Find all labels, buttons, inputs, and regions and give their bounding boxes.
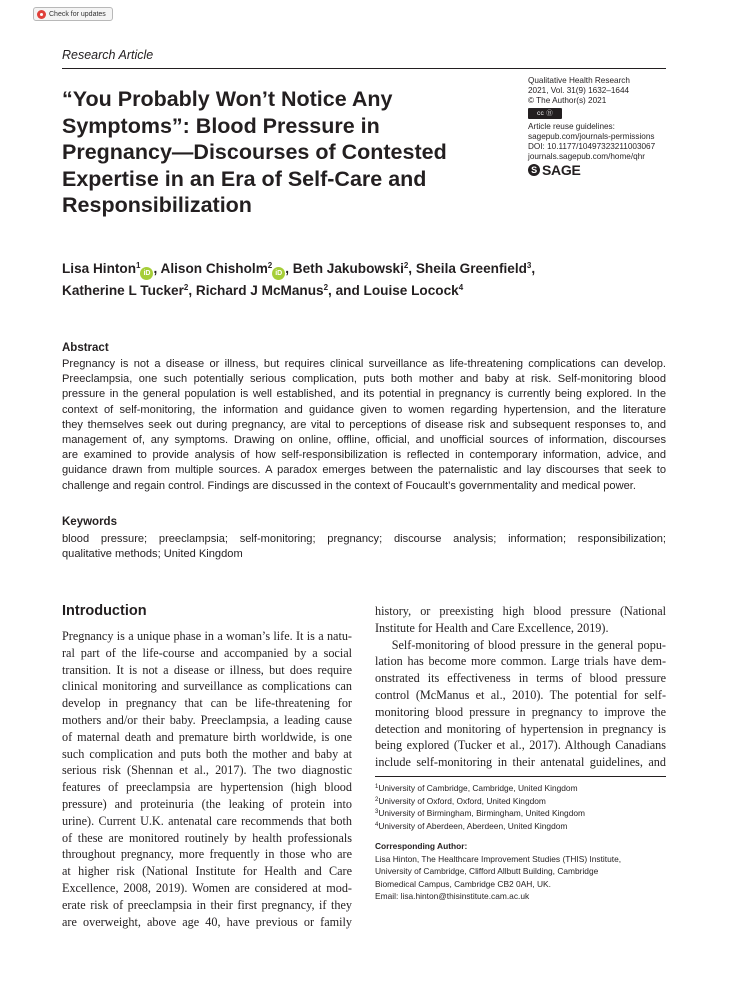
corresponding-author-line: University of Cambridge, Clifford Allbutt Building, Cambridge bbox=[375, 866, 599, 876]
body-line: of these are monitored routinely by health professionals bbox=[62, 830, 352, 845]
author-name[interactable]: Lisa Hinton bbox=[62, 261, 137, 276]
abstract-line: Preeclampsia, one such potentially serious complication, puts both mother and baby at risk. Self-monitoring blood bbox=[62, 373, 666, 386]
orcid-icon[interactable]: iD bbox=[272, 267, 285, 280]
body-line: Excellence, 2008, 2019). Women are considered at mod- bbox=[62, 880, 352, 895]
affiliation-item: $^1$University of Cambridge, Cambridge, United Kingdom bbox=[375, 783, 578, 793]
journal-home-link[interactable]: journals.sagepub.com/home/qhr bbox=[528, 152, 645, 162]
author-affiliation-number: 2 bbox=[403, 261, 409, 270]
body-line: clinical monitoring and surveillance as complications can bbox=[62, 679, 352, 694]
body-line: detection and monitoring of hypertension in pregnancy is bbox=[375, 721, 666, 736]
body-line: features of preeclampsia are hypertension (high blood bbox=[62, 780, 352, 795]
corresponding-author-line: Lisa Hinton, The Healthcare Improvement Studies (THIS) Institute, bbox=[375, 853, 622, 864]
abstract-line: Pregnancy is not a disease or illness, but requires clinical surveillance as life-threatening complications can develop. bbox=[62, 358, 666, 370]
corresponding-author-email[interactable]: Email: lisa.hinton@thisinstitute.cam.ac.uk bbox=[375, 891, 530, 901]
affiliation-item: $^2$University of Oxford, Oxford, United Kingdom bbox=[375, 795, 546, 806]
title-line: Expertise in an Era of Self-Care and bbox=[62, 166, 427, 191]
title-line: Responsibilization bbox=[62, 193, 252, 217]
body-line: erate risk of preeclampsia in their first pregnancy, if they bbox=[62, 897, 352, 912]
sage-logo-text: SAGE bbox=[542, 162, 581, 179]
abstract-line: are examined to provide analysis of how self-responsibilization is reflected in contemporary information, advice, and bbox=[62, 449, 666, 462]
body-line: of maternal death and premature birth worldwide, is one bbox=[62, 729, 352, 744]
body-line: control (McManus et al., 2010). The potential for self- bbox=[375, 687, 666, 702]
author-line bbox=[62, 280, 672, 302]
abstract-heading: Abstract bbox=[62, 342, 109, 354]
body-line: onstrated its effectiveness in terms of blood pressure bbox=[375, 671, 666, 686]
abstract-body bbox=[62, 357, 666, 494]
abstract-line: pressure in the general population is well established, and its potential in pregnancy is currently being explored. In the bbox=[62, 388, 666, 401]
author-separator: , bbox=[531, 261, 536, 276]
author-list bbox=[62, 258, 672, 302]
abstract-line: guidance drawn from multiple sources. A paradox emerges between the paternalistic and lay discourses that seek to bbox=[62, 464, 666, 477]
author-separator: , bbox=[408, 261, 416, 276]
body-line: mothers and/or their baby. Preeclampsia, a leading cause bbox=[62, 712, 352, 727]
keywords-line: blood pressure; preeclampsia; self-monitoring; pregnancy; discourse analysis; information; responsibilization; bbox=[62, 533, 666, 545]
author-separator: , bbox=[153, 261, 161, 276]
author-affiliation-number: 4 bbox=[458, 283, 464, 292]
sage-logo-icon: S bbox=[528, 164, 540, 176]
body-line: such complication and puts both the mother and baby at bbox=[62, 746, 352, 761]
keywords-body bbox=[62, 532, 666, 562]
title-line: “You Probably Won’t Notice Any bbox=[62, 87, 393, 111]
abstract-line: context of self-monitoring, the information and guidance given to women regarding hypertension, and the literature bbox=[62, 403, 666, 416]
author-affiliation-number: 1 bbox=[136, 261, 141, 270]
body-column-right bbox=[375, 603, 666, 771]
author-name[interactable]: Sheila Greenfield bbox=[415, 261, 527, 276]
body-column-left bbox=[62, 628, 352, 930]
keywords-heading: Keywords bbox=[62, 516, 117, 528]
doi-link[interactable]: DOI: 10.1177/10497323211003067 bbox=[528, 142, 656, 152]
orcid-icon[interactable]: iD bbox=[140, 267, 153, 280]
article-type: Research Article bbox=[62, 48, 154, 62]
body-line: are overweight, above age 40, have previous or family bbox=[62, 914, 352, 929]
body-line: throughout pregnancy, more frequently in those who are bbox=[62, 847, 352, 862]
body-line: transition. It is not a disease or illness, but does require bbox=[62, 662, 352, 677]
body-line: Institute for Health and Care Excellence, 2019). bbox=[375, 620, 609, 635]
author-name[interactable]: Richard J McManus bbox=[195, 283, 324, 298]
check-for-updates-label: Check for updates bbox=[49, 10, 106, 18]
body-line: pressure) and proteinuria (the leaking of protein into bbox=[62, 796, 352, 811]
abstract-line: challenge and regain control. Findings are discussed in the context of Foucault’s governmentality and medical power. bbox=[62, 479, 636, 492]
body-line: Self-monitoring of blood pressure in the general popu- bbox=[375, 637, 666, 652]
body-line: history, or preexisting high blood pressure (National bbox=[375, 604, 666, 618]
update-icon bbox=[37, 10, 46, 19]
title-line: Pregnancy—Discourses of Contested bbox=[62, 140, 447, 164]
author-line bbox=[62, 258, 672, 280]
footnote-divider bbox=[375, 776, 666, 777]
body-line: Pregnancy is a unique phase in a woman’s life. It is a natu- bbox=[62, 629, 352, 643]
author-name[interactable]: Louise Locock bbox=[363, 283, 459, 298]
corresponding-author-heading: Corresponding Author: bbox=[375, 841, 468, 851]
body-line: urine). Current U.K. antenatal care recommends that both bbox=[62, 813, 352, 828]
body-line: develop in pregnancy that can be life-threatening for bbox=[62, 696, 352, 711]
affiliation-item: $^3$University of Birmingham, Birmingham, United Kingdom bbox=[375, 808, 586, 818]
author-separator: , bbox=[285, 261, 293, 276]
author-affiliation-number: 2 bbox=[323, 283, 329, 292]
body-line: monitoring blood pressure in pregnancy to improve the bbox=[375, 704, 666, 719]
author-affiliation-number: 3 bbox=[526, 261, 532, 270]
body-line: lation has become more common. Large trials have dem- bbox=[375, 654, 666, 669]
sage-logo bbox=[528, 162, 678, 179]
body-line: being explored (Tucker et al., 2017). Although Canadians bbox=[375, 738, 666, 753]
keywords-line: qualitative methods; United Kingdom bbox=[62, 548, 243, 561]
author-affiliation-number: 2 bbox=[267, 261, 273, 270]
author-name[interactable]: Katherine L Tucker bbox=[62, 283, 184, 298]
check-for-updates-button[interactable] bbox=[33, 7, 113, 21]
author-name[interactable]: Alison Chisholm bbox=[160, 261, 268, 276]
header-divider bbox=[62, 68, 666, 69]
article-title bbox=[62, 86, 492, 219]
cc-license-icon[interactable]: cc Ⓑ bbox=[528, 107, 678, 122]
body-line: ral part of the life-course and accompanied by a social bbox=[62, 645, 352, 660]
reuse-link[interactable]: sagepub.com/journals-permissions bbox=[528, 131, 655, 141]
author-separator: , and bbox=[328, 283, 364, 298]
body-line: serious risk (Shennan et al., 2017). The two diagnostic bbox=[62, 763, 352, 778]
journal-info bbox=[528, 76, 678, 179]
abstract-line: they themselves seek out during pregnancy, are vital to perceptions of disease risk and subsequent responses to, and bbox=[62, 418, 666, 431]
corresponding-author-line: Biomedical Campus, Cambridge CB2 0AH, UK. bbox=[375, 878, 551, 889]
abstract-line: management of, any symptoms. Drawing on online, offline, official, and unofficial sources of information, discourses bbox=[62, 434, 666, 447]
footnotes bbox=[375, 782, 675, 903]
title-line: Symptoms”: Blood Pressure in bbox=[62, 113, 380, 138]
journal-copyright: © The Author(s) 2021 bbox=[528, 96, 607, 106]
author-name[interactable]: Beth Jakubowski bbox=[292, 261, 404, 276]
author-separator: , bbox=[188, 283, 196, 298]
body-line: include self-monitoring in their antenatal guidelines, and bbox=[375, 755, 666, 770]
introduction-heading: Introduction bbox=[62, 603, 147, 619]
journal-volume: 2021, Vol. 31(9) 1632–1644 bbox=[528, 86, 630, 96]
body-line: at higher risk (National Institute for Health and Care bbox=[62, 864, 352, 879]
journal-name: Qualitative Health Research bbox=[528, 76, 630, 85]
author-affiliation-number: 2 bbox=[183, 283, 189, 292]
affiliation-item: $^4$University of Aberdeen, Aberdeen, United Kingdom bbox=[375, 820, 568, 831]
reuse-label: Article reuse guidelines: bbox=[528, 121, 615, 131]
